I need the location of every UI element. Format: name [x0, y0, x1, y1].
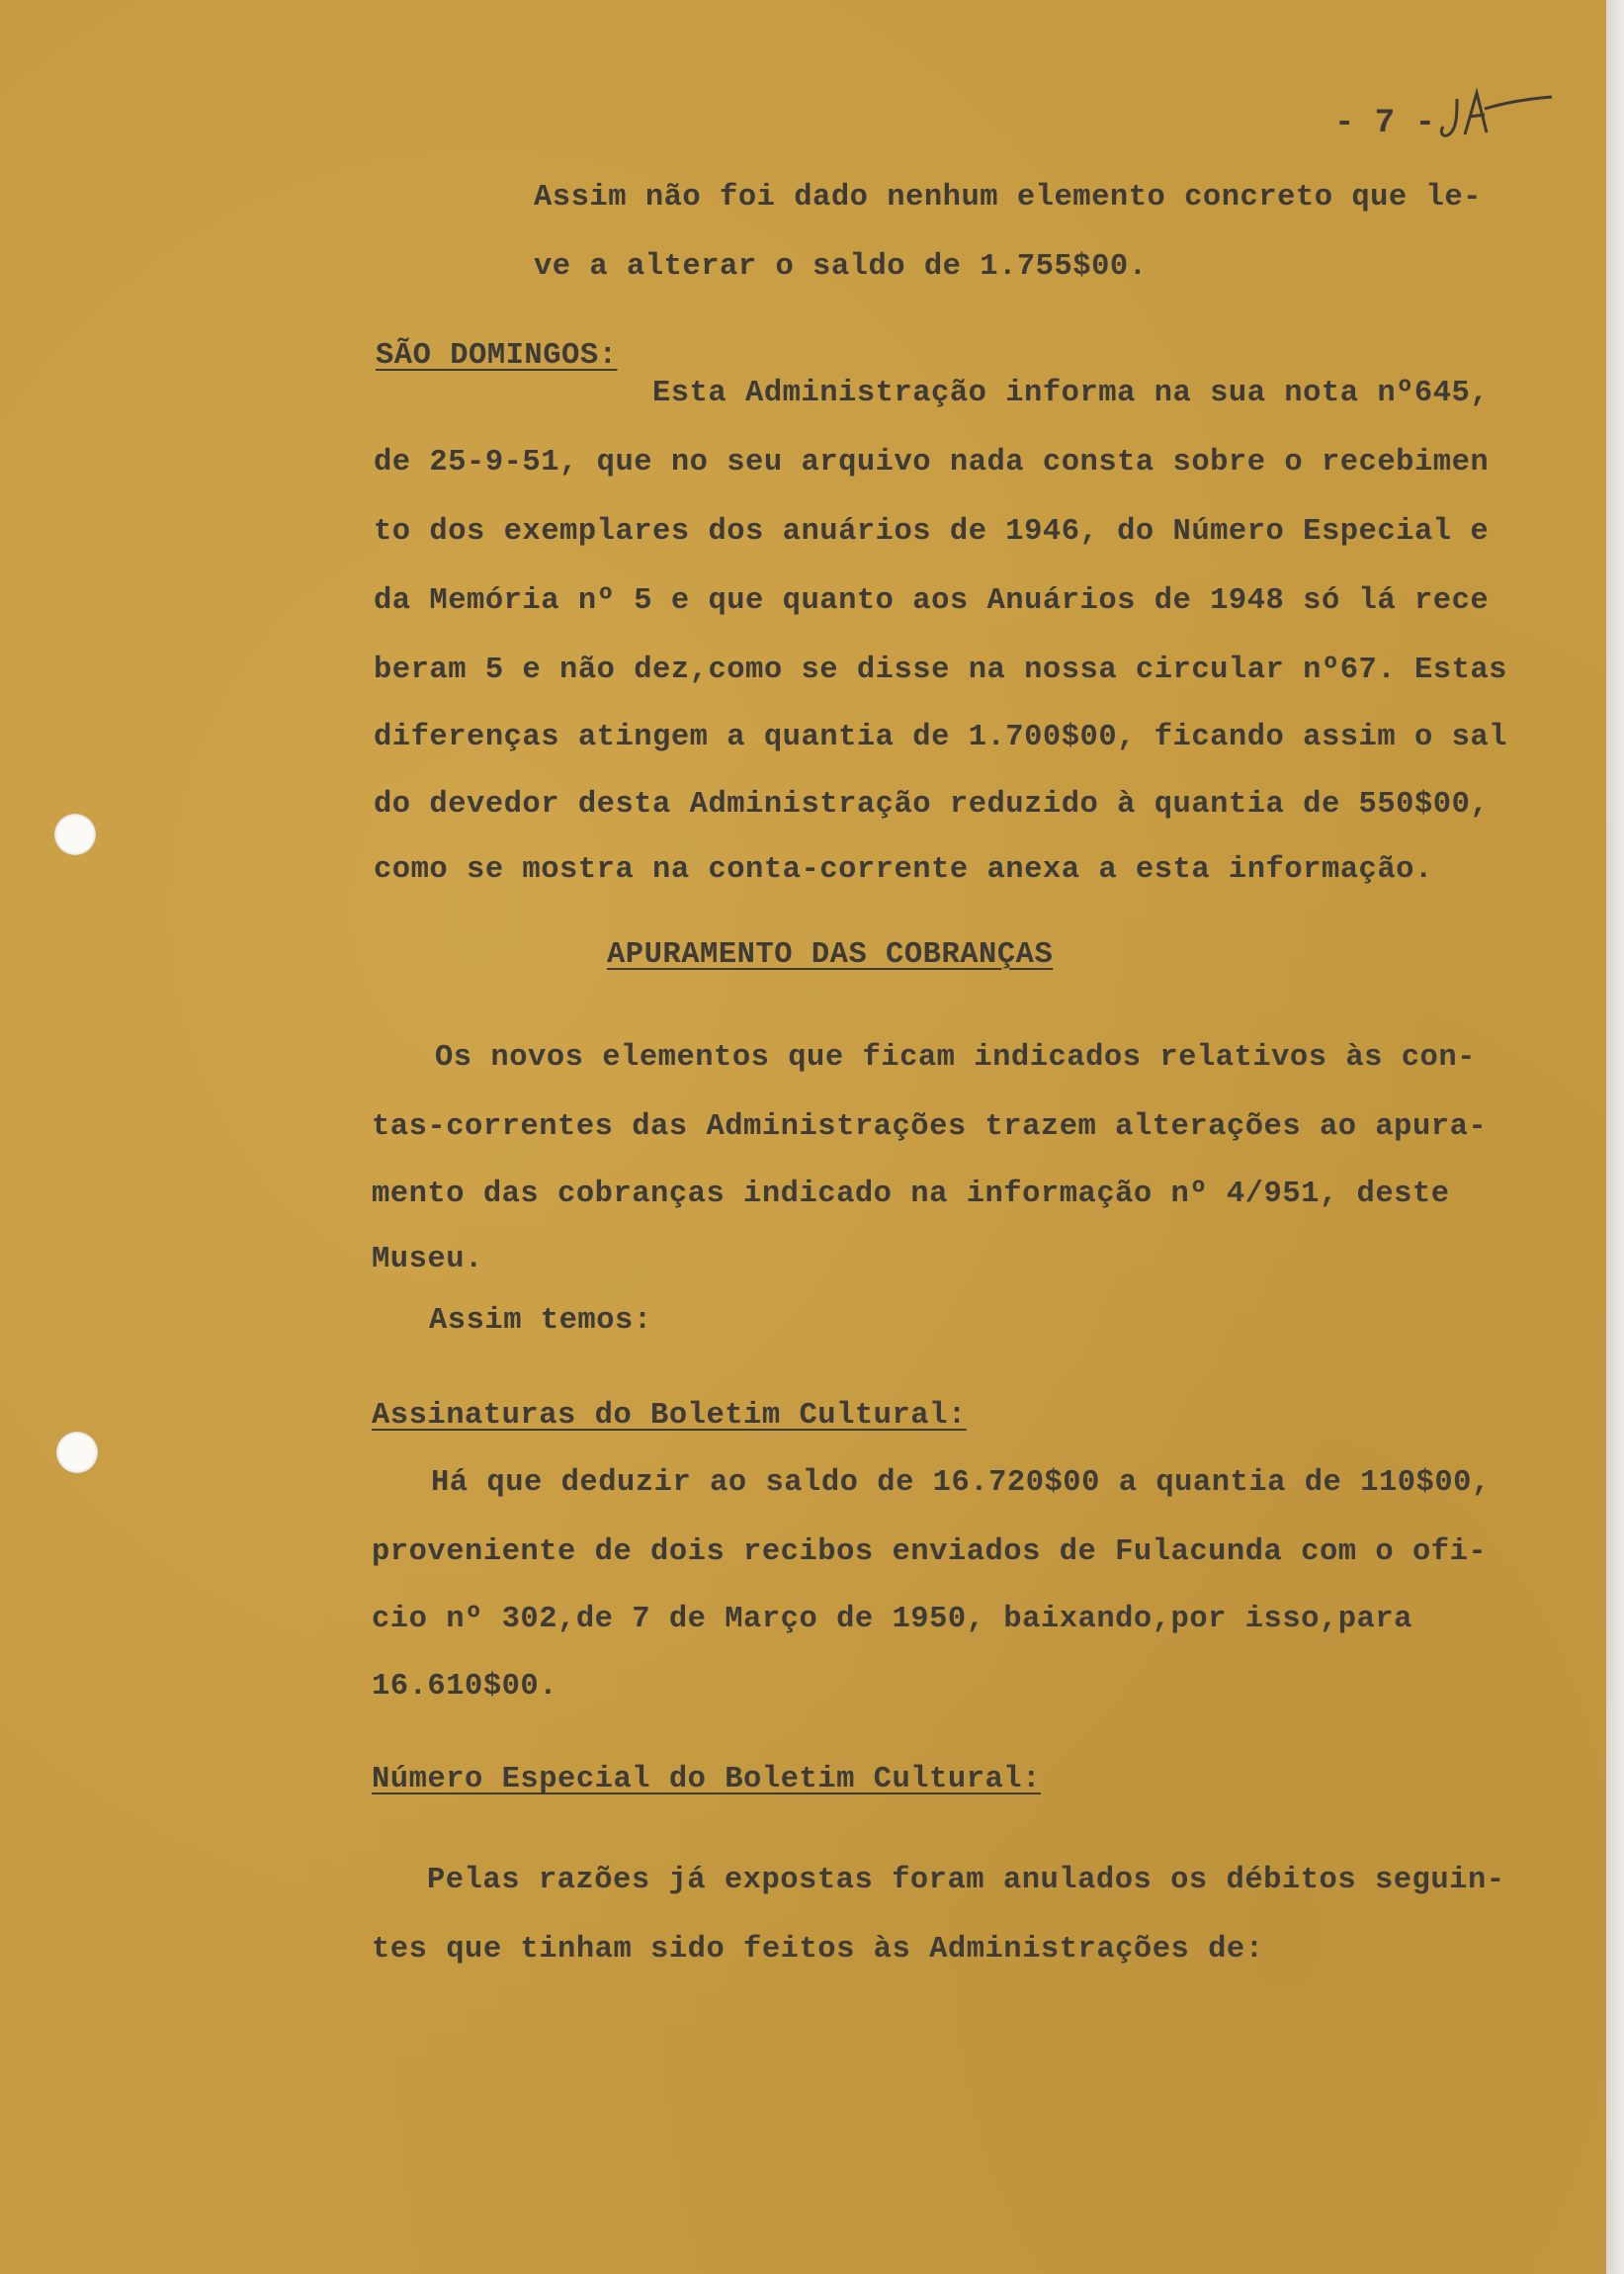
heading-assinaturas: Assinaturas do Boletim Cultural: [372, 1399, 967, 1433]
text-line: Esta Administração informa na sua nota nº645, [652, 377, 1490, 410]
text-line: diferenças atingem a quantia de 1.700$00, ficando assim o sal [374, 721, 1507, 754]
text-line: de 25-9-51, que no seu arquivo nada consta sobre o recebimen [374, 446, 1490, 480]
text-line: do devedor desta Administração reduzido à quantia de 550$00, [374, 788, 1490, 822]
text-line: mento das cobranças indicado na informação nº 4/951, deste [372, 1178, 1450, 1211]
text-line: Assim não foi dado nenhum elemento concreto que le- [534, 181, 1482, 215]
text-line: Os novos elementos que ficam indicados relativos às con- [435, 1041, 1476, 1075]
text-line: beram 5 e não dez,como se disse na nossa circular nº67. Estas [374, 654, 1507, 687]
text-line: Museu. [372, 1243, 483, 1276]
text-line: proveniente de dois recibos enviados de Fulacunda com o ofi- [372, 1535, 1488, 1569]
initials-signature [1435, 85, 1556, 146]
text-line: tes que tinham sido feitos às Administrações de: [372, 1933, 1264, 1967]
text-line: to dos exemplares dos anuários de 1946, do Número Especial e [374, 515, 1490, 549]
text-line: ve a alterar o saldo de 1.755$00. [534, 250, 1148, 284]
text-line: Pelas razões já expostas foram anulados os débitos seguin- [427, 1864, 1505, 1897]
heading-apuramento: APURAMENTO DAS COBRANÇAS [607, 938, 1054, 972]
heading-sao-domingos: SÃO DOMINGOS: [376, 339, 618, 373]
text-line: Há que deduzir ao saldo de 16.720$00 a quantia de 110$00, [431, 1466, 1491, 1500]
punch-hole [54, 814, 96, 855]
text-line: tas-correntes das Administrações trazem alterações ao apura- [372, 1110, 1488, 1144]
punch-hole [56, 1432, 98, 1473]
heading-numero-especial: Número Especial do Boletim Cultural: [372, 1763, 1041, 1796]
page-number: - 7 - [1334, 105, 1436, 142]
text-line: 16.610$00. [372, 1670, 558, 1704]
text-line: cio nº 302,de 7 de Março de 1950, baixando,por isso,para [372, 1603, 1412, 1636]
text-line: da Memória nº 5 e que quanto aos Anuários de 1948 só lá rece [374, 584, 1490, 618]
text-line: como se mostra na conta-corrente anexa a esta informação. [374, 853, 1433, 887]
text-line: Assim temos: [429, 1304, 652, 1338]
scanner-background-edge [1606, 0, 1624, 2274]
